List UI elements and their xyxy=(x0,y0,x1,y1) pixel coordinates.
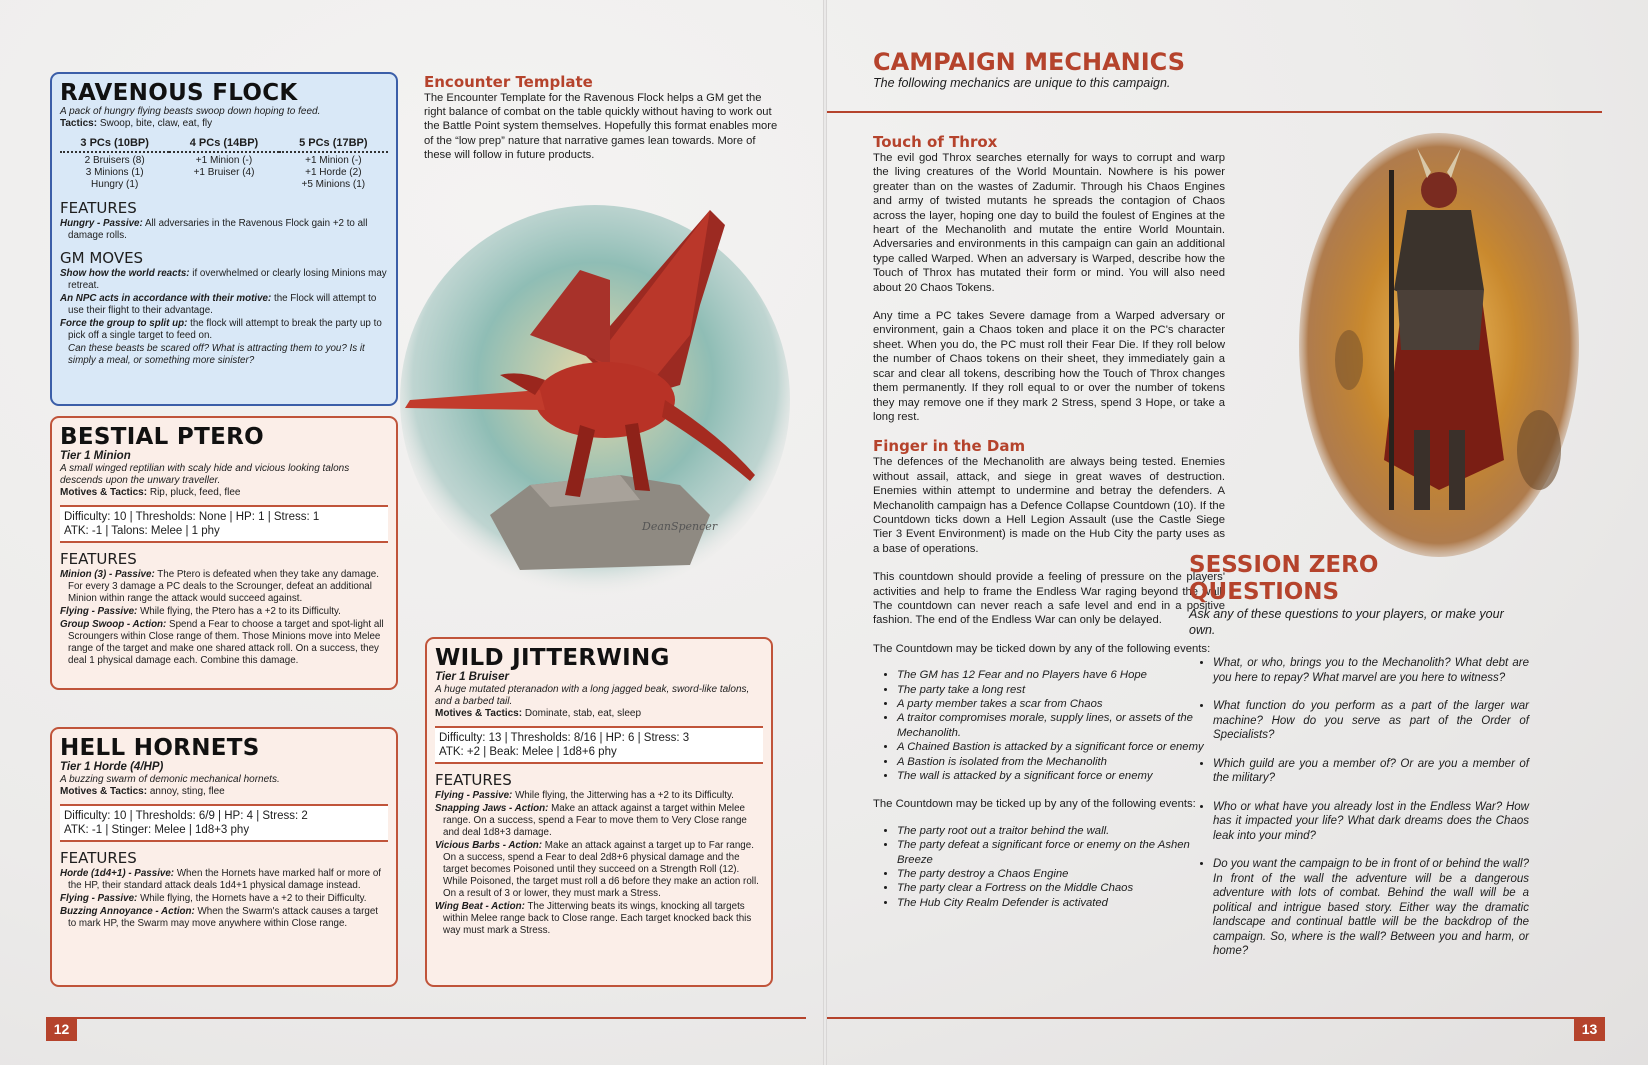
down-event: • A Chained Bastion is attacked by a significant force or enemy xyxy=(897,740,1225,754)
question-item: • What function do you perform as a part of the larger war machine? How do you serve as part of the Order of Specialists? xyxy=(1213,699,1529,743)
bestial-ptero-card xyxy=(50,416,398,690)
gm-move-split-up: Force the group to split up: the flock will attempt to break the party up to pick off a single target to feed on. xyxy=(60,318,382,341)
down-event: • A traitor compromises morale, supply lines, or assets of the Mechanolith. xyxy=(897,711,1225,740)
gm-move-npc-acts: An NPC acts in accordance with their motive: the Flock will attempt to use their flight to their advantage. xyxy=(60,293,377,316)
session-zero-questions xyxy=(1189,656,1529,959)
feature-buzzing-annoyance: Buzzing Annoyance - Action: When the Swarm's attack causes a target to mark HP, the Swarm may move anywhere within Close range. xyxy=(60,906,379,929)
countdown-up-intro: The Countdown may be ticked up by any of the following events: xyxy=(873,798,1196,811)
encounter-template-body: The Encounter Template for the Ravenous Flock helps a GM get the right balance of combat on the table quickly without having to work out the Battle Point system themselves. Hopefully this format enables more of the “low prep” nature that narrative games lean towards. More of these will follow in future products. xyxy=(424,92,778,161)
up-event: • The party destroy a Chaos Engine xyxy=(897,867,1225,881)
bp-header-5pc: 5 PCs (17BP) xyxy=(279,136,388,152)
down-event: • A party member takes a scar from Chaos xyxy=(897,697,1225,711)
ravenous-flock-card xyxy=(50,72,398,406)
bp-col-4pc: +1 Minion (-) +1 Bruiser (4) xyxy=(193,155,255,178)
bp-col-3pc: 2 Bruisers (8) 3 Minions (1) Hungry (1) xyxy=(84,155,145,190)
bp-header-3pc: 3 PCs (10BP) xyxy=(60,136,169,152)
question-item: • What, or who, brings you to the Mechanolith? What debt are you here to repay? What marvel are you here to witness? xyxy=(1213,656,1529,685)
feature-flying-ptero: Flying - Passive: While flying, the Ptero has a +2 to its Difficulty. xyxy=(60,606,341,617)
question-item: • Do you want the campaign to be in front of or behind the wall? In front of the wall the adventure will be a dangerous adventure with lots of combat. Behind the wall will be a political and intrigue based story. Either way the dramatic landscape and continual battle will be the backdrop of the campaign. So, where is the wall? Between you and harm, or home? xyxy=(1213,857,1529,959)
finger-in-the-dam-p1: The defences of the Mechanolith are always being tested. Enemies without assail, attack, and siege in great waves of destruction. Enemies within attempt to undermine and betray the defenders. A Mechanolith campaign has a Defence Collapse Countdown (10). If the Countdown ticks down a Hell Legion Assault (use the Castle Siege Tier 3 Event Environment) is made on the Hub City the party uses as a base of operations. xyxy=(873,456,1225,555)
campaign-mechanics-subtitle: The following mechanics are unique to this campaign. xyxy=(873,76,1171,90)
session-zero-title: SESSION ZERO QUESTIONS xyxy=(1189,552,1379,605)
feature-minion: Minion (3) - Passive: The Ptero is defeated when they take any damage. For every 3 damage a PC deals to the Scrounger, defeat an additional Minion within range the attack would succeed against. xyxy=(60,569,379,604)
finger-in-the-dam-title: Finger in the Dam xyxy=(873,437,1026,456)
feature-group-swoop: Group Swoop - Action: Spend a Fear to choose a target and spot-light all Scroungers within Close range of them. Those Minions move into Melee range of the target and make one shared attack roll. On a success, they deal 1 physical damage each. Combine this damage. xyxy=(60,619,384,666)
bestial-ptero-description: A small winged reptilian with scaly hide and vicious looking talons descends upon the unwary traveller. xyxy=(60,463,350,486)
header-rule xyxy=(827,111,1602,113)
feature-wing-beat: Wing Beat - Action: The Jitterwing beats its wings, knocking all targets within Melee range back to Close range. Each target knocked back this way must mark a Stress. xyxy=(435,901,752,936)
bestial-ptero-statline: Difficulty: 10 | Thresholds: None | HP: 1 | Stress: 1 ATK: -1 | Talons: Melee | 1 phy xyxy=(60,505,388,543)
up-event: • The Hub City Realm Defender is activated xyxy=(897,896,1225,910)
session-zero-section xyxy=(1189,552,1529,973)
left-footer-rule xyxy=(46,1017,806,1019)
campaign-mechanics-title: CAMPAIGN MECHANICS xyxy=(873,48,1186,76)
gm-question: Can these beasts be scared off? What is attracting them to you? Is it simply a meal, or something more sinister? xyxy=(68,343,365,366)
hell-hornets-card xyxy=(50,727,398,987)
touch-of-throx-p2: Any time a PC takes Severe damage from a Warped adversary or environment, gain a Chaos token and place it on the PC's character sheet. When you do, the PC must roll their Fear Die. If they roll below the number of Chaos tokens on their sheet, they immediately gain a scar and clear all tokens, describing how the Touch of Throx changes them permanently. If they roll equal to or over the number of tokens they may remove one if they mark 2 Stress, spend 3 Hope, or take a long rest. xyxy=(873,310,1225,423)
demon-knight-art-svg xyxy=(1289,130,1589,560)
down-event: • A Bastion is isolated from the Mechanolith xyxy=(897,755,1225,769)
bp-col-5pc: +1 Minion (-) +1 Horde (2) +5 Minions (1) xyxy=(301,155,366,190)
ravenous-flock-features-heading: FEATURES xyxy=(60,199,137,217)
ravenous-flock-title: RAVENOUS FLOCK xyxy=(60,80,298,106)
touch-of-throx-p1: The evil god Throx searches eternally for ways to corrupt and warp the living creatures of the World Mountain. Nowhere is his power greater than on the wastes of Zadumir. Through his Chaos Engines and army of twisted mutants he spreads the contagion of Chaos across the layer, hoping one day to build the foulest of Engines at the heart of the Mechanolith and mutate the entire World Mountain. Adversaries and environments in this campaign can gain an additional type called Warped. When an adversary is Warped, describe how the Touch of Throx has mutated their form or mind. You will also need about 20 Chaos Tokens. xyxy=(873,152,1225,294)
left-page-number: 12 xyxy=(46,1017,77,1041)
down-event: • The wall is attacked by a significant force or enemy xyxy=(897,769,1225,783)
up-event: • The party root out a traitor behind the wall. xyxy=(897,824,1225,838)
question-item: • Who or what have you already lost in the Endless War? How has it impacted your life? What dark dreams does the Chaos leak into your mind? xyxy=(1213,800,1529,844)
bestial-ptero-features-heading: FEATURES xyxy=(60,550,137,568)
right-footer-rule xyxy=(827,1017,1605,1019)
ravenous-flock-tactics: Tactics: Swoop, bite, claw, eat, fly xyxy=(60,118,213,129)
demon-knight-illustration xyxy=(1289,130,1589,560)
session-zero-subtitle: Ask any of these questions to your players, or make your own. xyxy=(1189,607,1504,637)
ravenous-flock-description: A pack of hungry flying beasts swoop down hoping to feed. xyxy=(60,106,321,117)
wild-jitterwing-motives: Motives & Tactics: Dominate, stab, eat, sleep xyxy=(435,708,642,719)
wild-jitterwing-statline: Difficulty: 13 | Thresholds: 8/16 | HP: 6 | Stress: 3 ATK: +2 | Beak: Melee | 1d8+6 phy xyxy=(435,726,763,764)
wild-jitterwing-card xyxy=(425,637,773,987)
right-page xyxy=(827,0,1648,1065)
countdown-up-list xyxy=(873,824,1225,910)
gm-moves-heading: GM MOVES xyxy=(60,249,144,267)
down-event: • The party take a long rest xyxy=(897,683,1225,697)
hell-hornets-statline: Difficulty: 10 | Thresholds: 6/9 | HP: 4 | Stress: 2 ATK: -1 | Stinger: Melee | 1d8+3 phy xyxy=(60,804,388,842)
question-item: • Which guild are you a member of? Or are you a member of the military? xyxy=(1213,757,1529,786)
wild-jitterwing-features-heading: FEATURES xyxy=(435,771,512,789)
mechanics-column xyxy=(873,134,1225,910)
right-page-number: 13 xyxy=(1574,1017,1605,1041)
feature-flying-jitterwing: Flying - Passive: While flying, the Jitterwing has a +2 to its Difficulty. xyxy=(435,790,734,801)
bp-header-4pc: 4 PCs (14BP) xyxy=(169,136,278,152)
feature-horde: Horde (1d4+1) - Passive: When the Hornets have marked half or more of the HP, their standard attack deals 1d4+1 physical damage instead. xyxy=(60,868,382,891)
up-event: • The party defeat a significant force or enemy on the Ashen Breeze xyxy=(897,838,1225,867)
bestial-ptero-motives: Motives & Tactics: Rip, pluck, feed, flee xyxy=(60,487,241,498)
encounter-template-title: Encounter Template xyxy=(424,73,593,91)
feature-hungry: Hungry - Passive: All adversaries in the Ravenous Flock gain +2 to all damage rolls. xyxy=(60,218,368,241)
bestial-ptero-tier: Tier 1 Minion xyxy=(60,450,131,462)
art-signature: DeanSpencer xyxy=(642,520,718,533)
gm-move-world-reacts: Show how the world reacts: if overwhelmed or clearly losing Minions may retreat. xyxy=(60,268,387,291)
pterosaur-art-svg xyxy=(380,185,800,605)
bestial-ptero-title: BESTIAL PTERO xyxy=(60,424,264,450)
feature-snapping-jaws: Snapping Jaws - Action: Make an attack against a target within Melee range. On a success, spend a Fear to move them to Very Close range and deal 1d8+3 damage. xyxy=(435,803,747,838)
feature-flying-hornets: Flying - Passive: While flying, the Hornets have a +2 to their Difficulty. xyxy=(60,893,367,904)
hell-hornets-description: A buzzing swarm of demonic mechanical hornets. xyxy=(60,774,280,785)
feature-vicious-barbs: Vicious Barbs - Action: Make an attack against a target up to Far range. On a success, spend a Fear to deal 2d8+6 physical damage and the target becomes Poisoned until they succeed on a Strength Roll (12). While Poisoned, the target must roll a d6 before they make an action roll. On a result of 3 or lower, they must mark a Stress. xyxy=(435,840,759,899)
countdown-down-list xyxy=(873,668,1225,783)
down-event: • The GM has 12 Fear and no Players have 6 Hope xyxy=(897,668,1225,682)
wild-jitterwing-title: WILD JITTERWING xyxy=(435,645,670,671)
battle-points-table xyxy=(60,136,388,192)
pterosaur-illustration xyxy=(380,185,800,605)
hell-hornets-features-heading: FEATURES xyxy=(60,849,137,867)
left-page xyxy=(0,0,823,1065)
encounter-template-section xyxy=(424,74,778,162)
up-event: • The party clear a Fortress on the Middle Chaos xyxy=(897,881,1225,895)
hell-hornets-motives: Motives & Tactics: annoy, sting, flee xyxy=(60,786,225,797)
hell-hornets-title: HELL HORNETS xyxy=(60,735,260,761)
touch-of-throx-title: Touch of Throx xyxy=(873,133,998,151)
countdown-down-intro: The Countdown may be ticked down by any of the following events: xyxy=(873,642,1211,655)
hell-hornets-tier: Tier 1 Horde (4/HP) xyxy=(60,761,164,773)
wild-jitterwing-description: A huge mutated pteranadon with a long jagged beak, sword-like talons, and a barbed tail. xyxy=(435,684,750,707)
finger-in-the-dam-p2: This countdown should provide a feeling of pressure on the players' activities and help to frame the Endless War raging beyond the wall. The countdown can never reach a safe level and end in a positive fashion. The end of the Endless War can only be delayed. xyxy=(873,571,1225,627)
wild-jitterwing-tier: Tier 1 Bruiser xyxy=(435,671,509,683)
